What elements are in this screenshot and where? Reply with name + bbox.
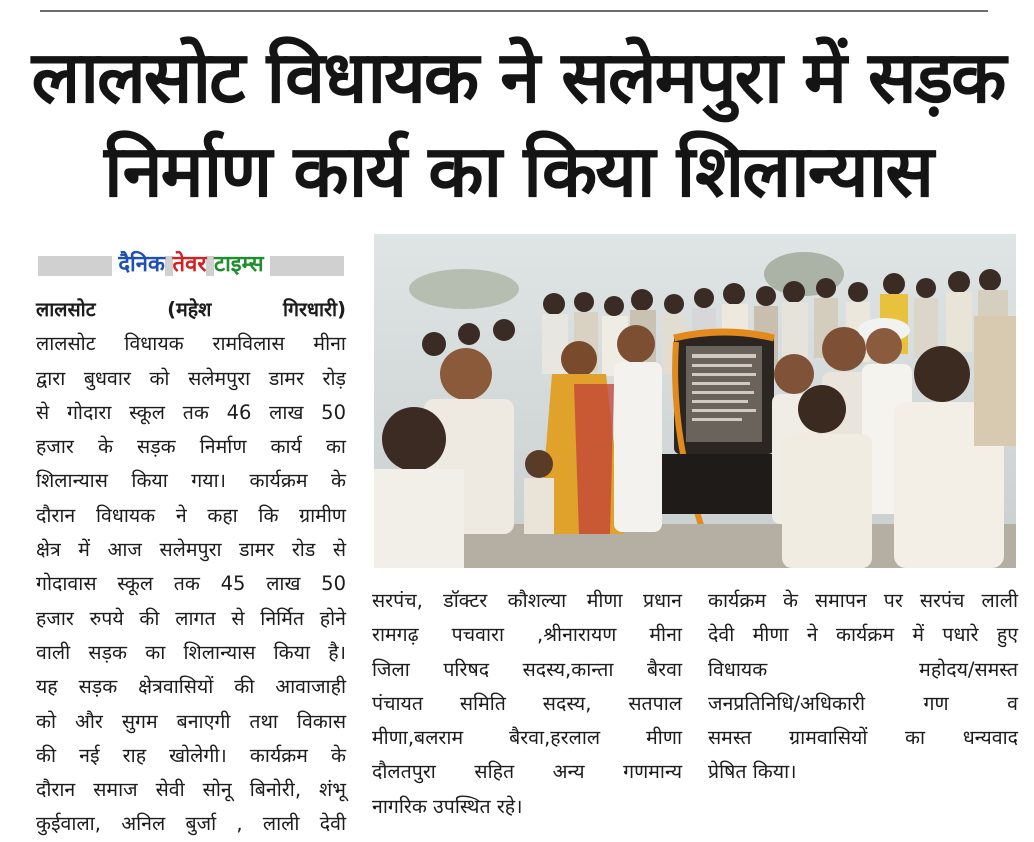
column-line: जनप्रतिनिधि/अधिकारी गण व <box>708 691 1018 715</box>
brand-part-1: दैनिक <box>112 252 165 277</box>
column-line: हजार के सड़क निर्माण कार्य का <box>36 435 346 459</box>
headline-line-1: लालसोट विधायक ने सलेमपुरा में सड़क <box>31 35 1005 119</box>
column-line: गोदावास स्कूल तक 45 लाख 50 <box>36 572 346 596</box>
column-line: प्रेषित किया। <box>708 760 797 784</box>
column-line: जिला परिषद सदस्य,कान्ता बैरवा <box>372 657 682 681</box>
column-line: देवी मीणा ने कार्यक्रम में पधारे हुए <box>708 623 1018 647</box>
column-line: मीणा,बलराम बैरवा,हरलाल मीणा <box>372 726 682 750</box>
event-photo <box>374 234 1016 568</box>
article-column-2 <box>372 584 682 824</box>
brand-part-3: टाइम्स <box>214 252 270 277</box>
column-line: वाली सड़क का शिलान्यास किया है। <box>36 640 346 664</box>
column-line: से गोदारा स्कूल तक 46 लाख 50 <box>36 400 346 424</box>
brand-part-2: तेवर <box>172 252 207 277</box>
column-line: हजार रुपये की लागत से निर्मित होने <box>36 606 346 630</box>
article-column-1 <box>36 293 346 842</box>
column-line: सरपंच, डॉक्टर कौशल्या मीणा प्रधान <box>372 589 682 612</box>
column-line: लालसोट विधायक रामविलास मीना <box>36 332 346 356</box>
column-line: नागरिक उपस्थित रहे। <box>372 794 523 818</box>
column-line: पंचायत समिति सदस्य, सतपाल <box>372 691 682 715</box>
column-line: यह सड़क क्षेत्रवासियों की आवाजाही <box>36 675 346 699</box>
top-rule <box>40 10 988 12</box>
column-line: रामगढ़ पचवारा ,श्रीनारायण मीना <box>372 623 682 647</box>
column-line: दौरान विधायक ने कहा कि ग्रामीण <box>36 503 346 527</box>
headline-line-2: निर्माण कार्य का किया शिलान्यास <box>103 129 933 213</box>
column-line: समस्त ग्रामवासियों का धन्यवाद <box>708 726 1018 750</box>
newspaper-brand <box>38 248 344 282</box>
column-line: कार्यक्रम के समापन पर सरपंच लाली <box>708 589 1018 612</box>
article-column-3 <box>708 584 1018 790</box>
column-line: द्वारा बुधवार को सलेमपुरा डामर रोड़ <box>36 366 346 390</box>
column-line: कुईवाला, अनिल बुर्जा , लाली देवी <box>36 812 346 836</box>
dateline: लालसोट (महेश गिरधारी) <box>36 298 346 321</box>
column-line: को और सुगम बनाएगी तथा विकास <box>36 709 346 733</box>
column-line: शिलान्यास किया गया। कार्यक्रम के <box>36 469 346 493</box>
headline <box>18 30 1018 218</box>
column-line: दौरान समाज सेवी सोनू बिनोरी, शंभू <box>36 778 346 802</box>
column-line: दौलतपुरा सहित अन्य गणमान्य <box>372 760 682 784</box>
column-line: की नई राह खोलेगी। कार्यक्रम के <box>36 743 346 767</box>
column-line: विधायक महोदय/समस्त <box>708 657 1018 681</box>
column-line: क्षेत्र में आज सलेमपुरा डामर रोड से <box>36 538 346 562</box>
